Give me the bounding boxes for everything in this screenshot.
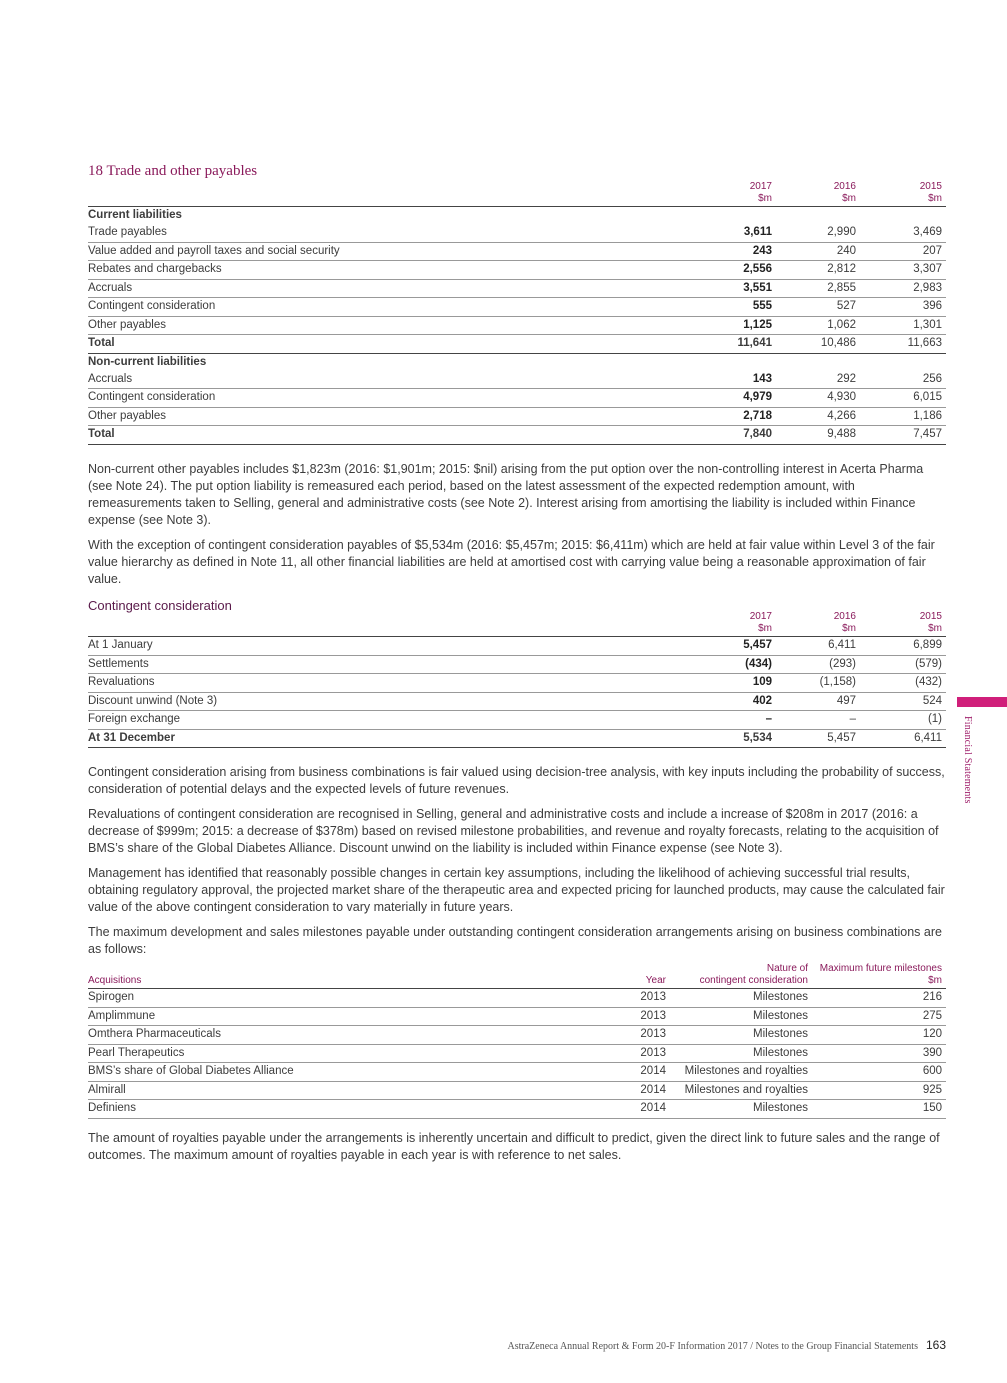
row-value: (293) [776, 655, 860, 674]
col-unit: $m [928, 193, 942, 204]
paragraph: The maximum development and sales milestones payable under outstanding contingent consideration arrangements arising on business combinations are as follows: [88, 925, 942, 956]
row-value: – [648, 711, 776, 730]
row-label: Other payables [88, 316, 648, 335]
acquisition-name: BMS’s share of Global Diabetes Alliance [88, 1063, 588, 1082]
row-value: 6,899 [860, 637, 946, 656]
noncurrent-total-row: Total 7,840 9,488 7,457 [88, 426, 946, 445]
acquisition-year: 2013 [588, 989, 666, 1008]
row-value: 2,983 [860, 279, 946, 298]
table-row [88, 224, 946, 242]
table-row [88, 1044, 946, 1063]
table-row [88, 261, 946, 280]
row-value: (432) [860, 674, 946, 693]
acquisition-year: 2014 [588, 1100, 666, 1119]
acquisition-name: Amplimmune [88, 1007, 588, 1026]
row-value: 207 [860, 242, 946, 261]
col-year: 2015 [919, 611, 942, 622]
contingent-header-row [88, 611, 946, 637]
header-nature-2: contingent consideration [699, 975, 808, 986]
acquisition-max: 925 [808, 1081, 946, 1100]
table-row [88, 389, 946, 408]
row-value: 1,125 [648, 316, 776, 335]
row-label: Accruals [88, 371, 648, 389]
row-value: 1,301 [860, 316, 946, 335]
footer-text: AstraZeneca Annual Report & Form 20-F Information 2017 / Notes to the Group Financial Statements [507, 1341, 918, 1352]
row-value: 1,186 [860, 407, 946, 426]
col-year: 2017 [749, 611, 772, 622]
contingent-total-row: At 31 December 5,534 5,457 6,411 [88, 729, 946, 748]
footer [507, 1338, 946, 1352]
col-unit: $m [842, 623, 856, 634]
table-row [88, 637, 946, 656]
header-max: Maximum future milestones [819, 963, 942, 974]
table-row [88, 298, 946, 317]
acquisition-max: 150 [808, 1100, 946, 1119]
acquisition-name: Definiens [88, 1100, 588, 1119]
row-value: (579) [860, 655, 946, 674]
col-unit: $m [928, 623, 942, 634]
acquisition-max: 120 [808, 1026, 946, 1045]
paragraph: Revaluations of contingent consideration are recognised in Selling, general and administrative costs and include a increase of $208m in 2017 (2016: a decrease of $999m; 2015: a decrease of $378m) based on revised milestone probabilities, and revenue and royalty forecasts, relating to the acquisition of BMS’s share of the Global Diabetes Alliance. Discount unwind on the liability is included within Finance expense (see Note 3). [88, 807, 939, 855]
row-value: 402 [648, 692, 776, 711]
row-value: 3,551 [648, 279, 776, 298]
acquisition-name: Spirogen [88, 989, 588, 1008]
paragraphs-2 [88, 764, 946, 966]
row-value: (1,158) [776, 674, 860, 693]
acquisition-year: 2013 [588, 1007, 666, 1026]
paragraph: Contingent consideration arising from business combinations is fair valued using decision-tree analysis, with key inputs including the probability of success, consideration of potential delays and the expected levels of future revenues. [88, 765, 945, 796]
col-unit: $m [758, 623, 772, 634]
row-value: 396 [860, 298, 946, 317]
header-year: Year [645, 975, 666, 986]
payables-header-row [88, 181, 946, 207]
acquisition-max: 275 [808, 1007, 946, 1026]
row-value: (434) [648, 655, 776, 674]
row-label: At 1 January [88, 637, 648, 656]
side-label: Financial Statements [962, 716, 973, 804]
table-row [88, 279, 946, 298]
acquisition-nature: Milestones [666, 1100, 808, 1119]
row-value: 3,469 [860, 224, 946, 242]
page-number: 163 [925, 1338, 946, 1352]
row-value: 292 [776, 371, 860, 389]
row-label: Contingent consideration [88, 298, 648, 317]
row-value: 527 [776, 298, 860, 317]
acquisition-max: 600 [808, 1063, 946, 1082]
paragraph: Management has identified that reasonably possible changes in certain key assumptions, including the likelihood of achieving successful trial results, obtaining regulatory approval, the projected market share of the therapeutic area and expected pricing for launched products, may cause the calculated fair value of the above contingent consideration to vary materially in future years. [88, 866, 945, 914]
col-year: 2017 [749, 181, 772, 192]
acquisition-max: 216 [808, 989, 946, 1008]
table-row [88, 692, 946, 711]
row-value: 2,990 [776, 224, 860, 242]
acquisition-name: Almirall [88, 1081, 588, 1100]
row-label: Foreign exchange [88, 711, 648, 730]
payables-table [88, 181, 946, 445]
section-title: 18 Trade and other payables [88, 163, 258, 179]
acquisition-nature: Milestones [666, 1026, 808, 1045]
row-label: Other payables [88, 407, 648, 426]
row-label: Settlements [88, 655, 648, 674]
row-value: 555 [648, 298, 776, 317]
row-label: Accruals [88, 279, 648, 298]
row-value: 2,718 [648, 407, 776, 426]
col-unit: $m [758, 193, 772, 204]
table-row [88, 674, 946, 693]
row-value: 3,611 [648, 224, 776, 242]
acquisition-nature: Milestones and royalties [666, 1081, 808, 1100]
side-accent-bar [957, 697, 1007, 707]
table-row [88, 1007, 946, 1026]
header-acquisitions: Acquisitions [88, 975, 142, 986]
row-label: Value added and payroll taxes and social security [88, 242, 648, 261]
table-row [88, 711, 946, 730]
row-value: – [776, 711, 860, 730]
table-row [88, 407, 946, 426]
row-value: 2,855 [776, 279, 860, 298]
acquisition-year: 2013 [588, 1044, 666, 1063]
row-label: Discount unwind (Note 3) [88, 692, 648, 711]
row-label: Contingent consideration [88, 389, 648, 408]
acquisition-year: 2014 [588, 1063, 666, 1082]
col-year: 2016 [833, 181, 856, 192]
acquisitions-header-row [88, 963, 946, 989]
table-row [88, 242, 946, 261]
row-value: 243 [648, 242, 776, 261]
table-row [88, 1063, 946, 1082]
table-row [88, 989, 946, 1008]
row-value: 2,556 [648, 261, 776, 280]
noncurrent-liabilities-heading: Non-current liabilities [88, 355, 207, 368]
row-value: 143 [648, 371, 776, 389]
table-row [88, 655, 946, 674]
header-max-unit: $m [928, 975, 942, 986]
row-value: 240 [776, 242, 860, 261]
paragraph: Non-current other payables includes $1,823m (2016: $1,901m; 2015: $nil) arising from the put option over the non-controlling interest in Acerta Pharma (see Note 24). The put option liability is remeasured each period, based on the latest assessment of the expected redemption amount, with remeasurements taken to Selling, general and administrative costs (see Note 2). Interest arising from amortising the liability is included within Finance expense (see Note 3). [88, 462, 924, 527]
paragraphs-1 [88, 461, 946, 596]
acquisition-nature: Milestones [666, 1044, 808, 1063]
row-label: Trade payables [88, 224, 648, 242]
contingent-title: Contingent consideration [88, 598, 232, 613]
row-value: 3,307 [860, 261, 946, 280]
current-liabilities-heading: Current liabilities [88, 209, 182, 221]
table-row [88, 1026, 946, 1045]
row-value: 524 [860, 692, 946, 711]
acquisition-name: Pearl Therapeutics [88, 1044, 588, 1063]
acquisitions-table [88, 963, 946, 1119]
paragraph: With the exception of contingent consideration payables of $5,534m (2016: $5,457m; 2015: $6,411m) which are held at fair value within Level 3 of the fair value hierarchy as defined in Note 11, all other financial liabilities are held at amortised cost with carrying value being a reasonable approximation of fair value. [88, 538, 935, 586]
row-value: 1,062 [776, 316, 860, 335]
row-label: Revaluations [88, 674, 648, 693]
row-value: 4,266 [776, 407, 860, 426]
acquisition-nature: Milestones [666, 989, 808, 1008]
table-row [88, 371, 946, 389]
row-value: 6,411 [776, 637, 860, 656]
row-label: Rebates and chargebacks [88, 261, 648, 280]
acquisition-nature: Milestones [666, 1007, 808, 1026]
acquisition-name: Omthera Pharmaceuticals [88, 1026, 588, 1045]
row-value: 497 [776, 692, 860, 711]
col-year: 2015 [919, 181, 942, 192]
row-value: (1) [860, 711, 946, 730]
acquisition-max: 390 [808, 1044, 946, 1063]
closing-paragraph: The amount of royalties payable under the arrangements is inherently uncertain and difficult to predict, given the direct link to future sales and the range of outcomes. The maximum amount of royalties payable in each year is with reference to net sales. [88, 1131, 940, 1162]
col-year: 2016 [833, 611, 856, 622]
current-total-row: Total 11,641 10,486 11,663 [88, 335, 946, 354]
col-unit: $m [842, 193, 856, 204]
contingent-table [88, 611, 946, 748]
header-nature: Nature of [766, 963, 808, 974]
acquisition-nature: Milestones and royalties [666, 1063, 808, 1082]
row-value: 109 [648, 674, 776, 693]
table-row [88, 316, 946, 335]
row-value: 4,930 [776, 389, 860, 408]
row-value: 4,979 [648, 389, 776, 408]
row-value: 2,812 [776, 261, 860, 280]
acquisition-year: 2014 [588, 1081, 666, 1100]
row-value: 6,015 [860, 389, 946, 408]
row-value: 5,457 [648, 637, 776, 656]
acquisition-year: 2013 [588, 1026, 666, 1045]
table-row [88, 1100, 946, 1119]
table-row [88, 1081, 946, 1100]
row-value: 256 [860, 371, 946, 389]
